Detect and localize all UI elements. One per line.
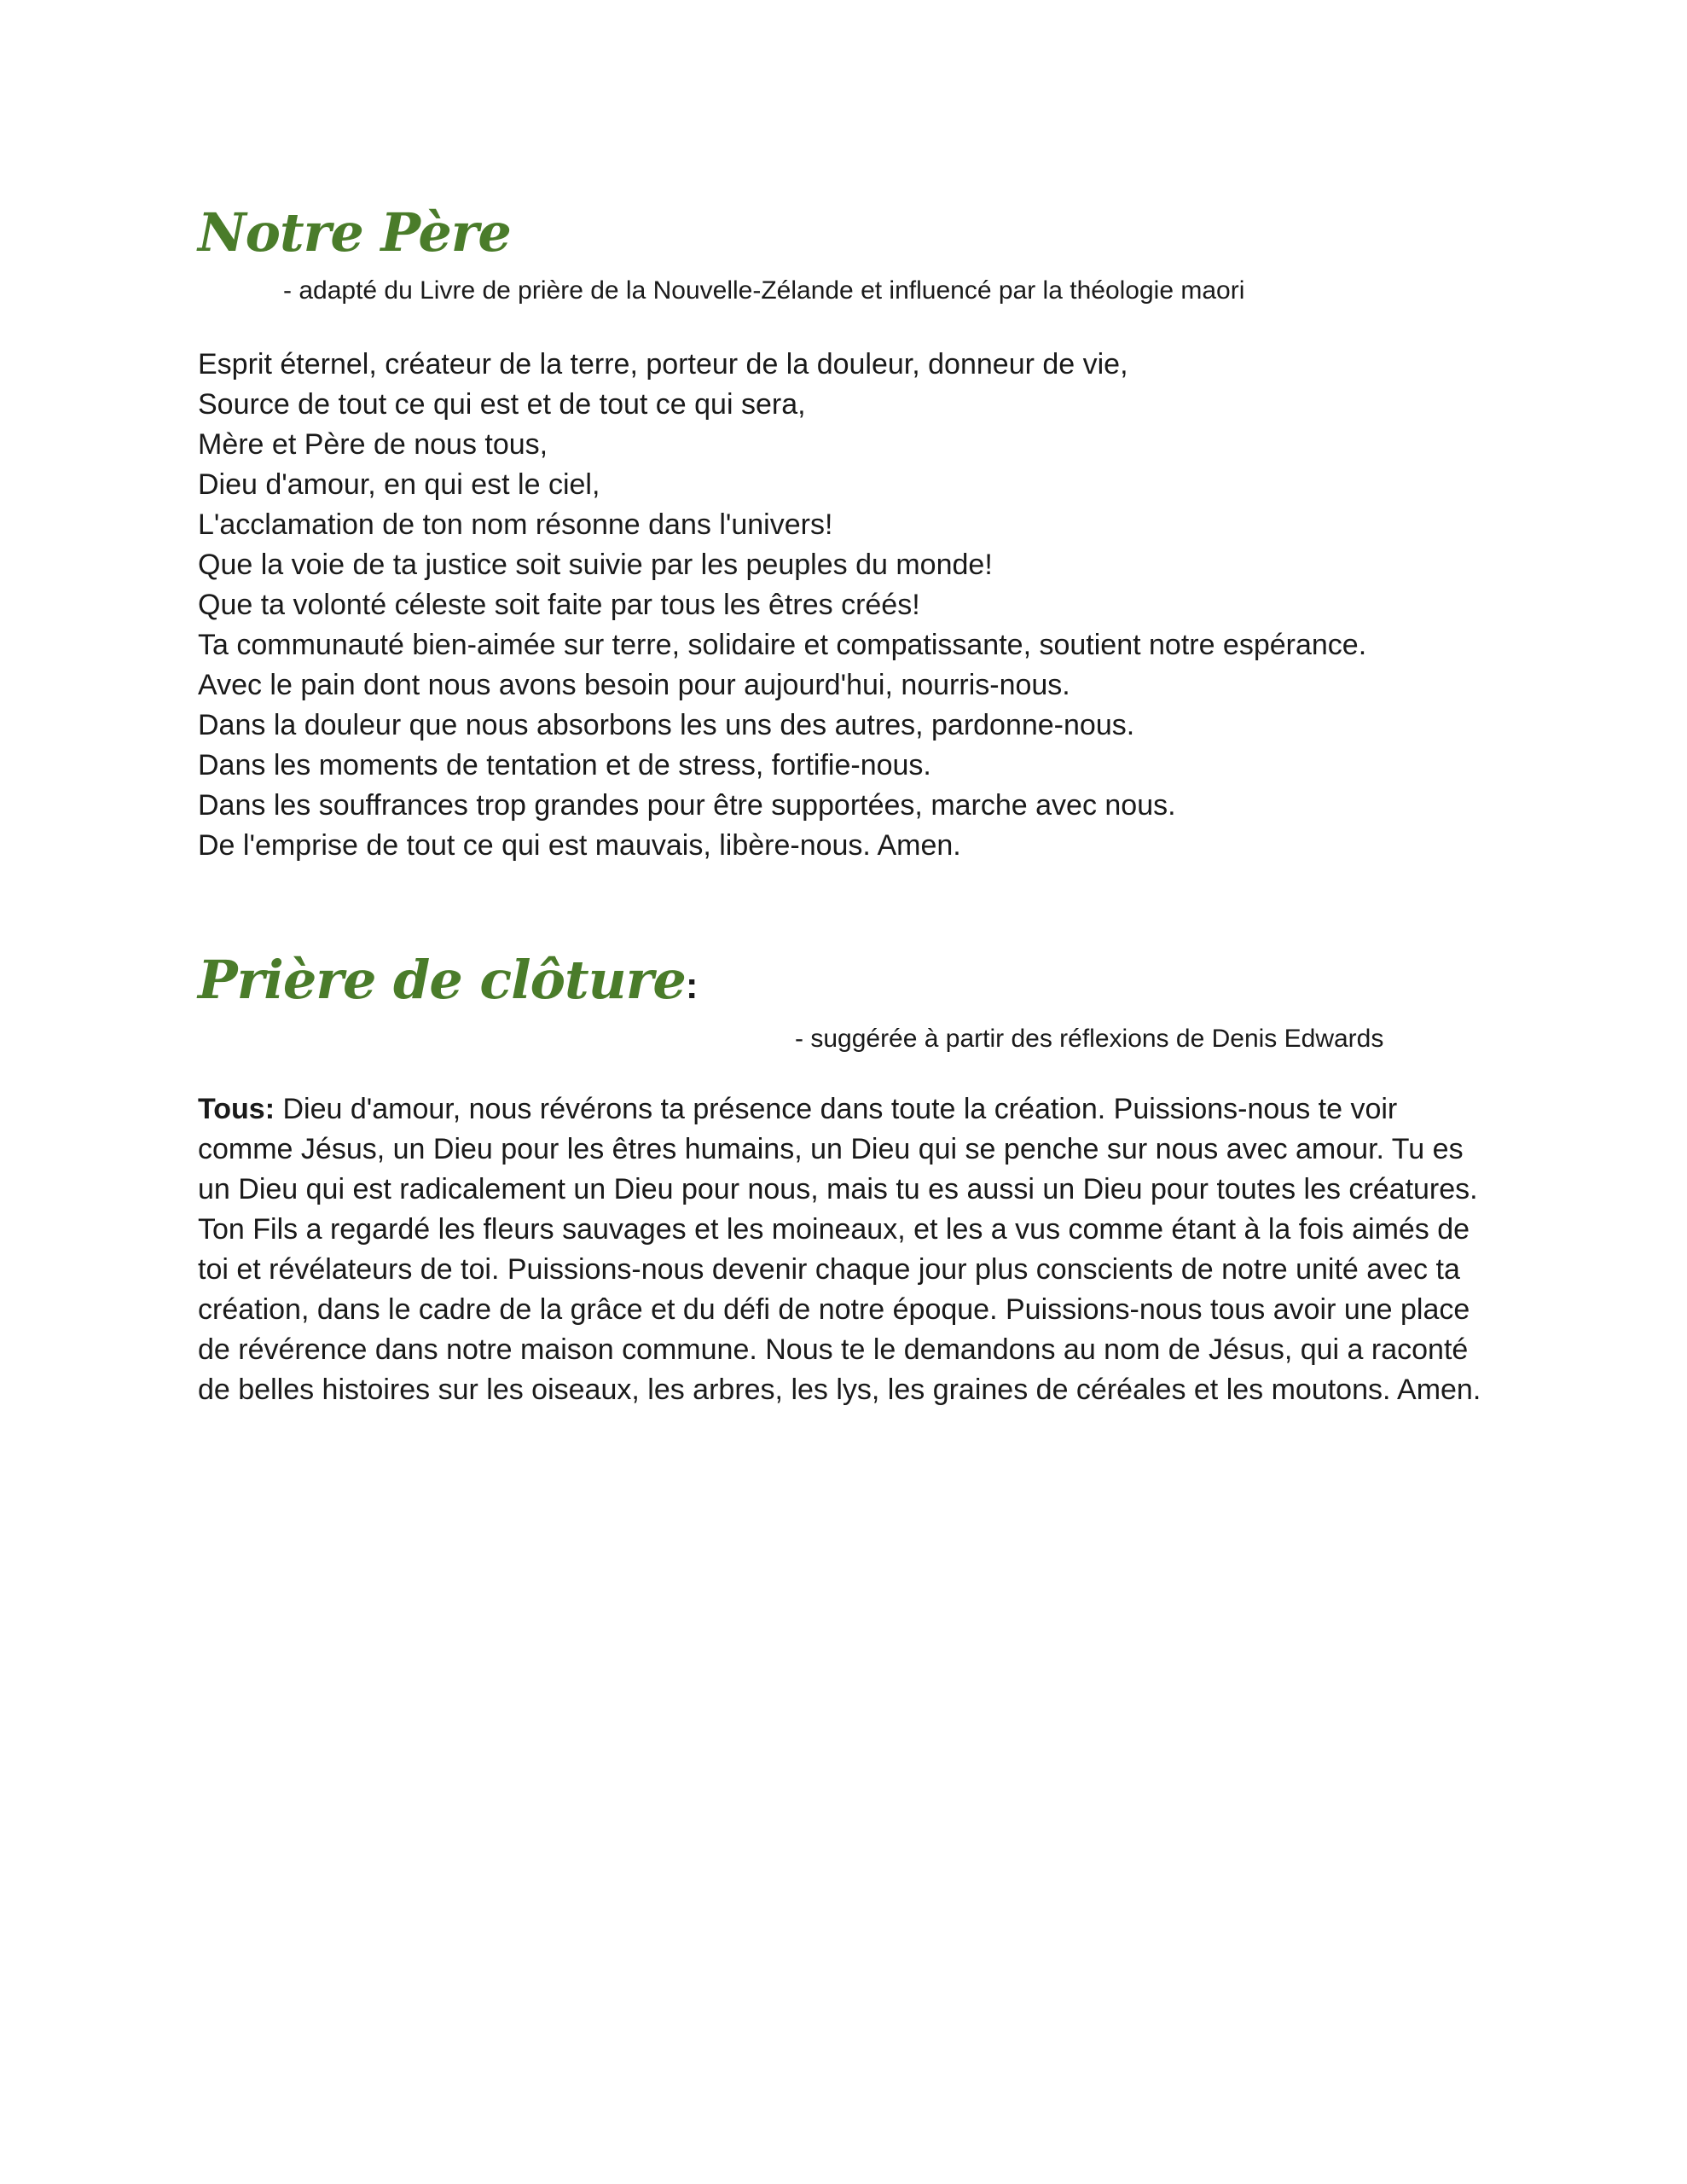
prayer-lines [198,345,1528,866]
prayer-line: L'acclamation de ton nom résonne dans l'univers! [198,508,833,541]
prayer-line: Esprit éternel, créateur de la terre, porteur de la douleur, donneur de vie, [198,348,1128,380]
section-title-notre-pere [198,201,511,264]
prayer-line: Dieu d'amour, en qui est le ciel, [198,468,600,501]
section-title-text: Prière de clôture [198,949,686,1011]
prayer-line: Que la voie de ta justice soit suivie par les peuples du monde! [198,549,993,581]
section-title-priere-cloture [198,949,698,1011]
prayer-line: De l'emprise de tout ce qui est mauvais, libère-nous. Amen. [198,829,961,862]
prayer-line: Source de tout ce qui est et de tout ce qui sera, [198,388,806,421]
prayer-line: Mère et Père de nous tous, [198,428,548,461]
section-title-text: Notre Père [198,201,511,264]
closing-prayer-body: Dieu d'amour, nous révérons ta présence dans toute la création. Puissions-nous te voir comme Jésus, un Dieu pour les êtres humains, un Dieu qui se penche sur nous avec amour. Tu es un Dieu qui est radicalement un Dieu pour nous, mais tu es aussi un Dieu pour toutes les créatures. Ton Fils a regardé les fleurs sauvages et les moineaux, et les a vus comme étant à la fois aimés de toi et révélateurs de toi. Puissions-nous devenir chaque jour plus conscients de notre unité avec ta création, dans le cadre de la grâce et du défi de notre époque. Puissions-nous tous avoir une place de révérence dans notre maison commune. Nous te le demandons au nom de Jésus, qui a raconté de belles histoires sur les oiseaux, les arbres, les lys, les graines de céréales et les moutons. Amen. [198,1093,1481,1406]
prayer-line: Ta communauté bien-aimée sur terre, solidaire et compatissante, soutient notre espérance. [198,629,1367,661]
prayer-line: Avec le pain dont nous avons besoin pour aujourd'hui, nourris-nous. [198,669,1070,701]
prayer-line: Dans les souffrances trop grandes pour être supportées, marche avec nous. [198,789,1176,822]
closing-prayer-paragraph [198,1089,1486,1410]
attribution-notre-pere: - adapté du Livre de prière de la Nouvelle-Zélande et influencé par la théologie maori [283,276,1245,305]
title-colon: : [685,965,698,1007]
prayer-line: Que ta volonté céleste soit faite par tous les êtres créés! [198,589,920,621]
prayer-line: Dans les moments de tentation et de stress, fortifie-nous. [198,749,931,781]
prayer-line: Dans la douleur que nous absorbons les uns des autres, pardonne-nous. [198,709,1135,741]
speaker-label: Tous: [198,1093,275,1125]
attribution-priere-cloture: - suggérée à partir des réflexions de Denis Edwards [795,1025,1384,1053]
